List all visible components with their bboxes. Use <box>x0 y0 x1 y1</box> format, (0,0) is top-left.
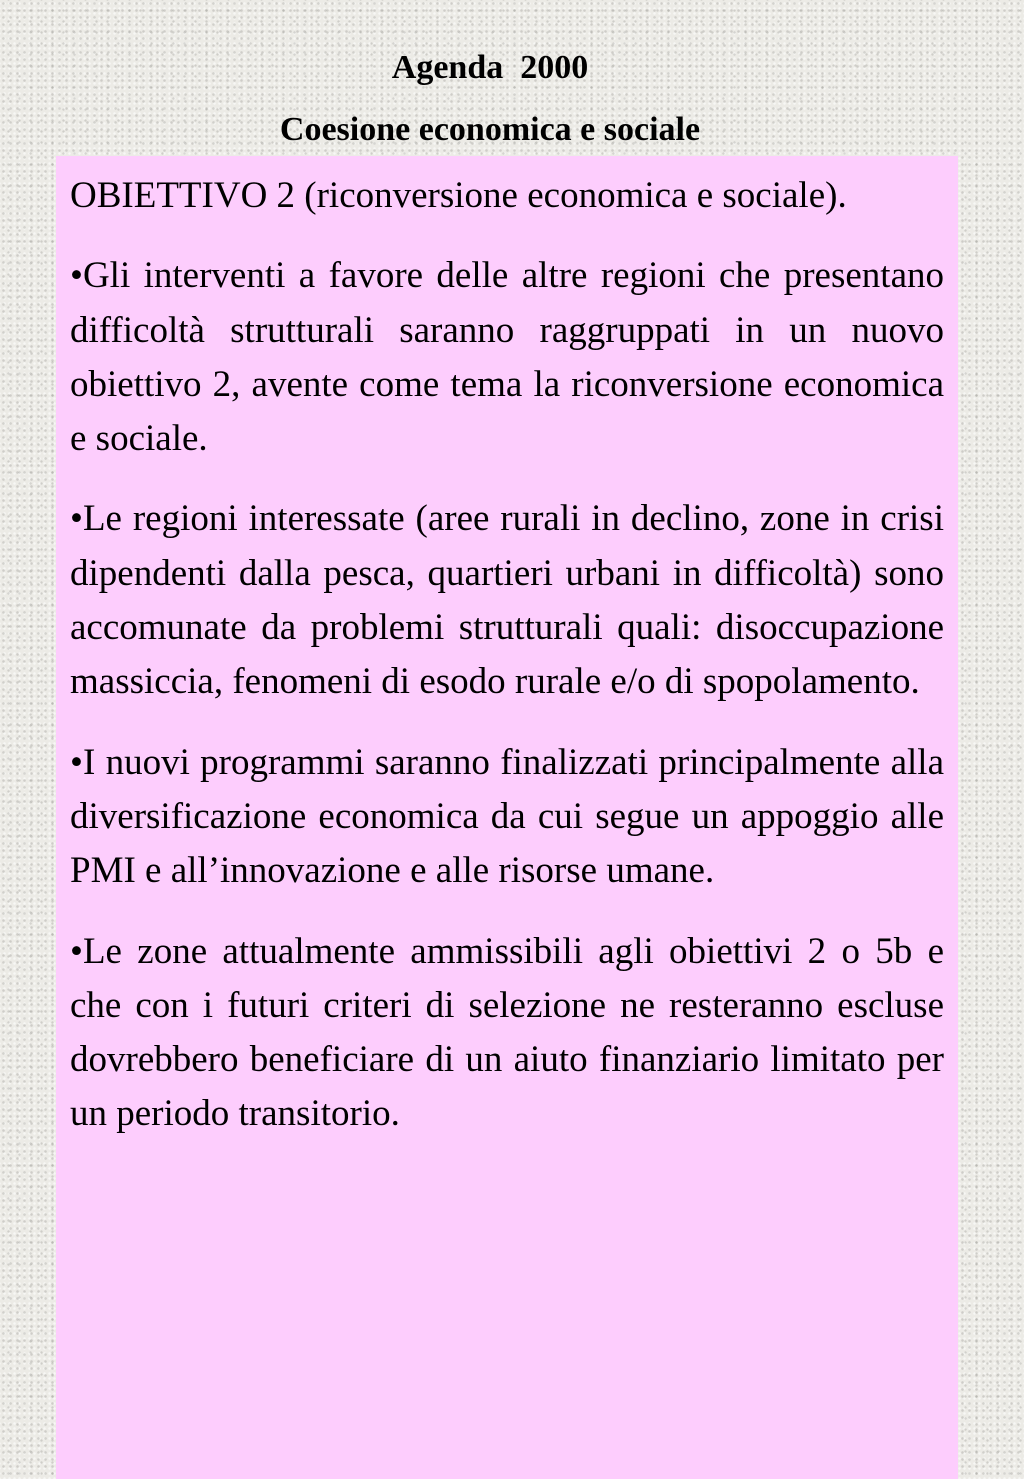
objective-heading: OBIETTIVO 2 (riconversione economica e sociale). <box>70 175 847 216</box>
bullet-paragraph-programs: •I nuovi programmi saranno finalizzati principalmente alla diversificazione economica da cui segue un appoggio alle PMI e all’innovazione e alle risorse umane. <box>70 741 944 892</box>
content-box <box>56 156 958 1479</box>
bullet-paragraph-interventions: •Gli interventi a favore delle altre regioni che presentano difficoltà strutturali saranno raggruppati in un nuovo obiettivo 2, avente come tema la riconversione economica e sociale. <box>70 255 944 460</box>
slide-subtitle: Coesione economica e sociale <box>279 111 701 148</box>
slide-title: Agenda 2000 <box>391 49 589 86</box>
bullet-paragraph-zones: •Le zone attualmente ammissibili agli obiettivi 2 o 5b e che con i futuri criteri di selezione ne resteranno escluse dovrebbero beneficiare di un aiuto finanziario limitato per un periodo transitorio. <box>70 930 944 1135</box>
bullet-paragraph-regions: •Le regioni interessate (aree rurali in declino, zone in crisi dipendenti dalla pesca, quartieri urbani in difficoltà) sono accomunate da problemi strutturali quali: disoccupazione massiccia, fenomeni di esodo rurale e/o di spopolamento. <box>70 498 944 703</box>
